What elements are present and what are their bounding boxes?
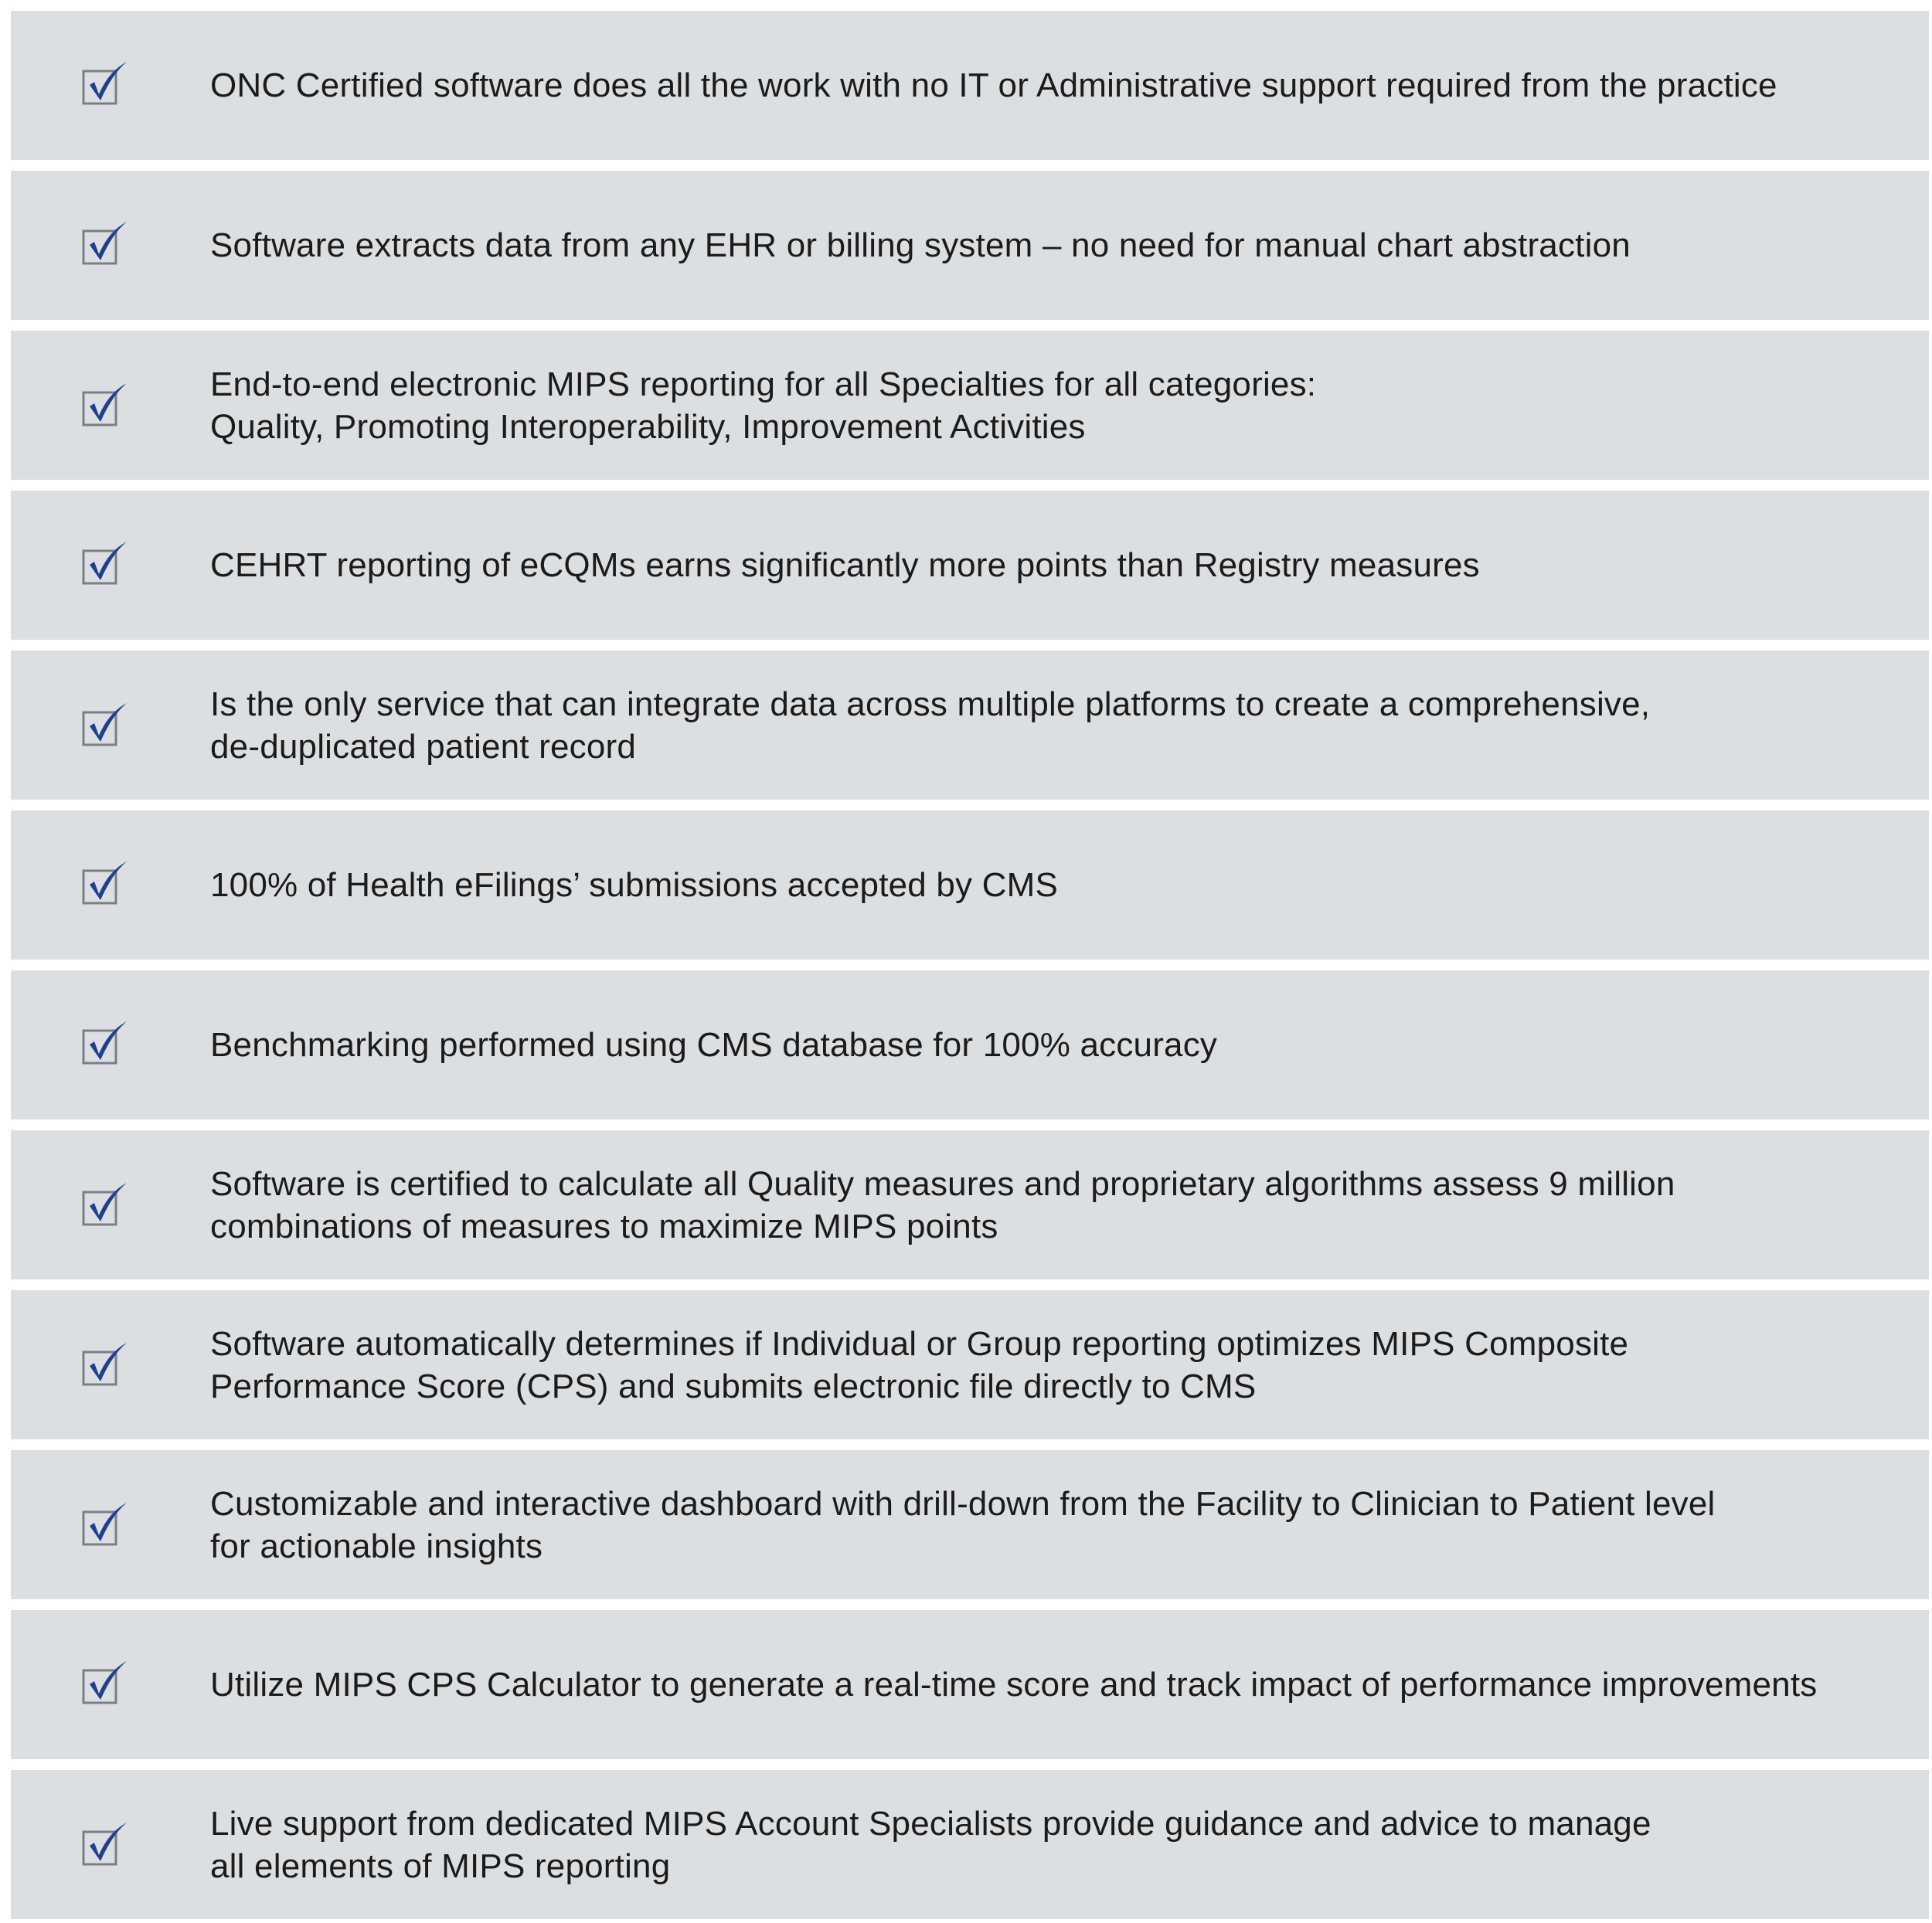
feature-text-line: combinations of measures to maximize MIPS points <box>210 1207 998 1245</box>
feature-text <box>210 11 1913 160</box>
feature-row <box>11 1610 1929 1759</box>
feature-text <box>210 1450 1913 1599</box>
feature-row <box>11 651 1929 800</box>
feature-text-line: Software extracts data from any EHR or billing system – no need for manual chart abstraction <box>210 226 1631 264</box>
feature-text-line: Benchmarking performed using CMS database for 100% accuracy <box>210 1026 1218 1064</box>
feature-text-line: Is the only service that can integrate data across multiple platforms to create a comprehensive, <box>210 685 1651 723</box>
feature-text-line: for actionable insights <box>210 1527 543 1565</box>
feature-text <box>210 1290 1913 1439</box>
feature-text-line: Software automatically determines if Individual or Group reporting optimizes MIPS Composite <box>210 1324 1629 1363</box>
checkbox-checked-icon <box>82 860 128 906</box>
feature-row <box>11 1450 1929 1599</box>
feature-text-line: all elements of MIPS reporting <box>210 1847 671 1885</box>
checkbox-checked-icon <box>82 1020 128 1066</box>
feature-row <box>11 1130 1929 1279</box>
checkbox-checked-icon <box>82 1821 128 1867</box>
checkbox-checked-icon <box>82 1341 128 1388</box>
feature-text <box>210 1130 1913 1279</box>
feature-text <box>210 651 1913 800</box>
feature-text <box>210 1770 1913 1919</box>
feature-row <box>11 1770 1929 1919</box>
feature-text-line: 100% of Health eFilings’ submissions accepted by CMS <box>210 866 1059 904</box>
feature-text <box>210 171 1913 320</box>
checkbox-checked-icon <box>82 60 128 107</box>
feature-text-line: Quality, Promoting Interoperability, Improvement Activities <box>210 407 1086 446</box>
feature-text-line: Live support from dedicated MIPS Account Specialists provide guidance and advice to manage <box>210 1804 1651 1843</box>
feature-list <box>11 11 1929 1919</box>
feature-row <box>11 491 1929 640</box>
feature-text-line: Performance Score (CPS) and submits electronic file directly to CMS <box>210 1367 1257 1405</box>
feature-row <box>11 970 1929 1119</box>
feature-text-line: Customizable and interactive dashboard with drill-down from the Facility to Clinician to Patient level <box>210 1484 1716 1523</box>
checkbox-checked-icon <box>82 1181 128 1228</box>
feature-row <box>11 331 1929 480</box>
checkbox-checked-icon <box>82 382 128 428</box>
feature-text <box>210 810 1913 960</box>
feature-text-line: ONC Certified software does all the work with no IT or Administrative support required from the practice <box>210 66 1777 104</box>
checkbox-checked-icon <box>82 702 128 748</box>
feature-text-line: End-to-end electronic MIPS reporting for all Specialties for all categories: <box>210 365 1317 403</box>
checkbox-checked-icon <box>82 540 128 586</box>
feature-text-line: Software is certified to calculate all Quality measures and proprietary algorithms assess 9 million <box>210 1164 1675 1203</box>
feature-row <box>11 810 1929 960</box>
feature-text <box>210 970 1913 1119</box>
checkbox-checked-icon <box>82 1660 128 1706</box>
feature-row <box>11 11 1929 160</box>
feature-text-line: CEHRT reporting of eCQMs earns significantly more points than Registry measures <box>210 546 1480 584</box>
checkbox-checked-icon <box>82 1501 128 1548</box>
checkbox-checked-icon <box>82 220 128 267</box>
feature-text <box>210 1610 1913 1759</box>
feature-text-line: de-duplicated patient record <box>210 727 637 766</box>
feature-text-line: Utilize MIPS CPS Calculator to generate a real-time score and track impact of performance improvements <box>210 1666 1818 1704</box>
feature-text <box>210 491 1913 640</box>
feature-row <box>11 171 1929 320</box>
feature-text <box>210 331 1913 480</box>
feature-row <box>11 1290 1929 1439</box>
